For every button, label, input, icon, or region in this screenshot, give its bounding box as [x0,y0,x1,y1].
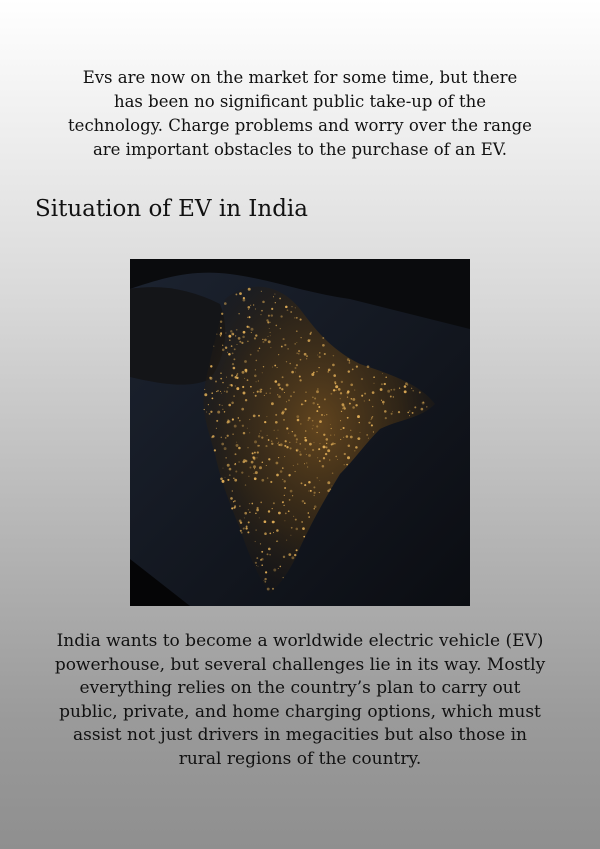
body-line: everything relies on the country’s plan to carry out [79,678,521,698]
section-heading: Situation of EV in India [35,196,309,222]
body-line: assist not just drivers in megacities but also those in [73,725,527,745]
body-paragraph [40,630,560,771]
india-night-satellite-image [130,259,470,606]
intro-line: Evs are now on the market for some time, but there [82,68,518,87]
intro-paragraph [40,66,560,162]
body-line: public, private, and home charging options, which must [59,701,541,722]
body-line: India wants to become a worldwide electric vehicle (EV) [56,631,544,651]
intro-line: are important obstacles to the purchase of an EV. [92,140,508,159]
india-night-lights-illustration [130,259,470,606]
intro-line: has been no significant public take-up of the [113,92,487,111]
body-line: powerhouse, but several challenges lie in its way. Mostly [54,654,546,675]
body-line: rural regions of the country. [178,748,422,769]
intro-line: technology. Charge problems and worry over the range [68,116,532,135]
